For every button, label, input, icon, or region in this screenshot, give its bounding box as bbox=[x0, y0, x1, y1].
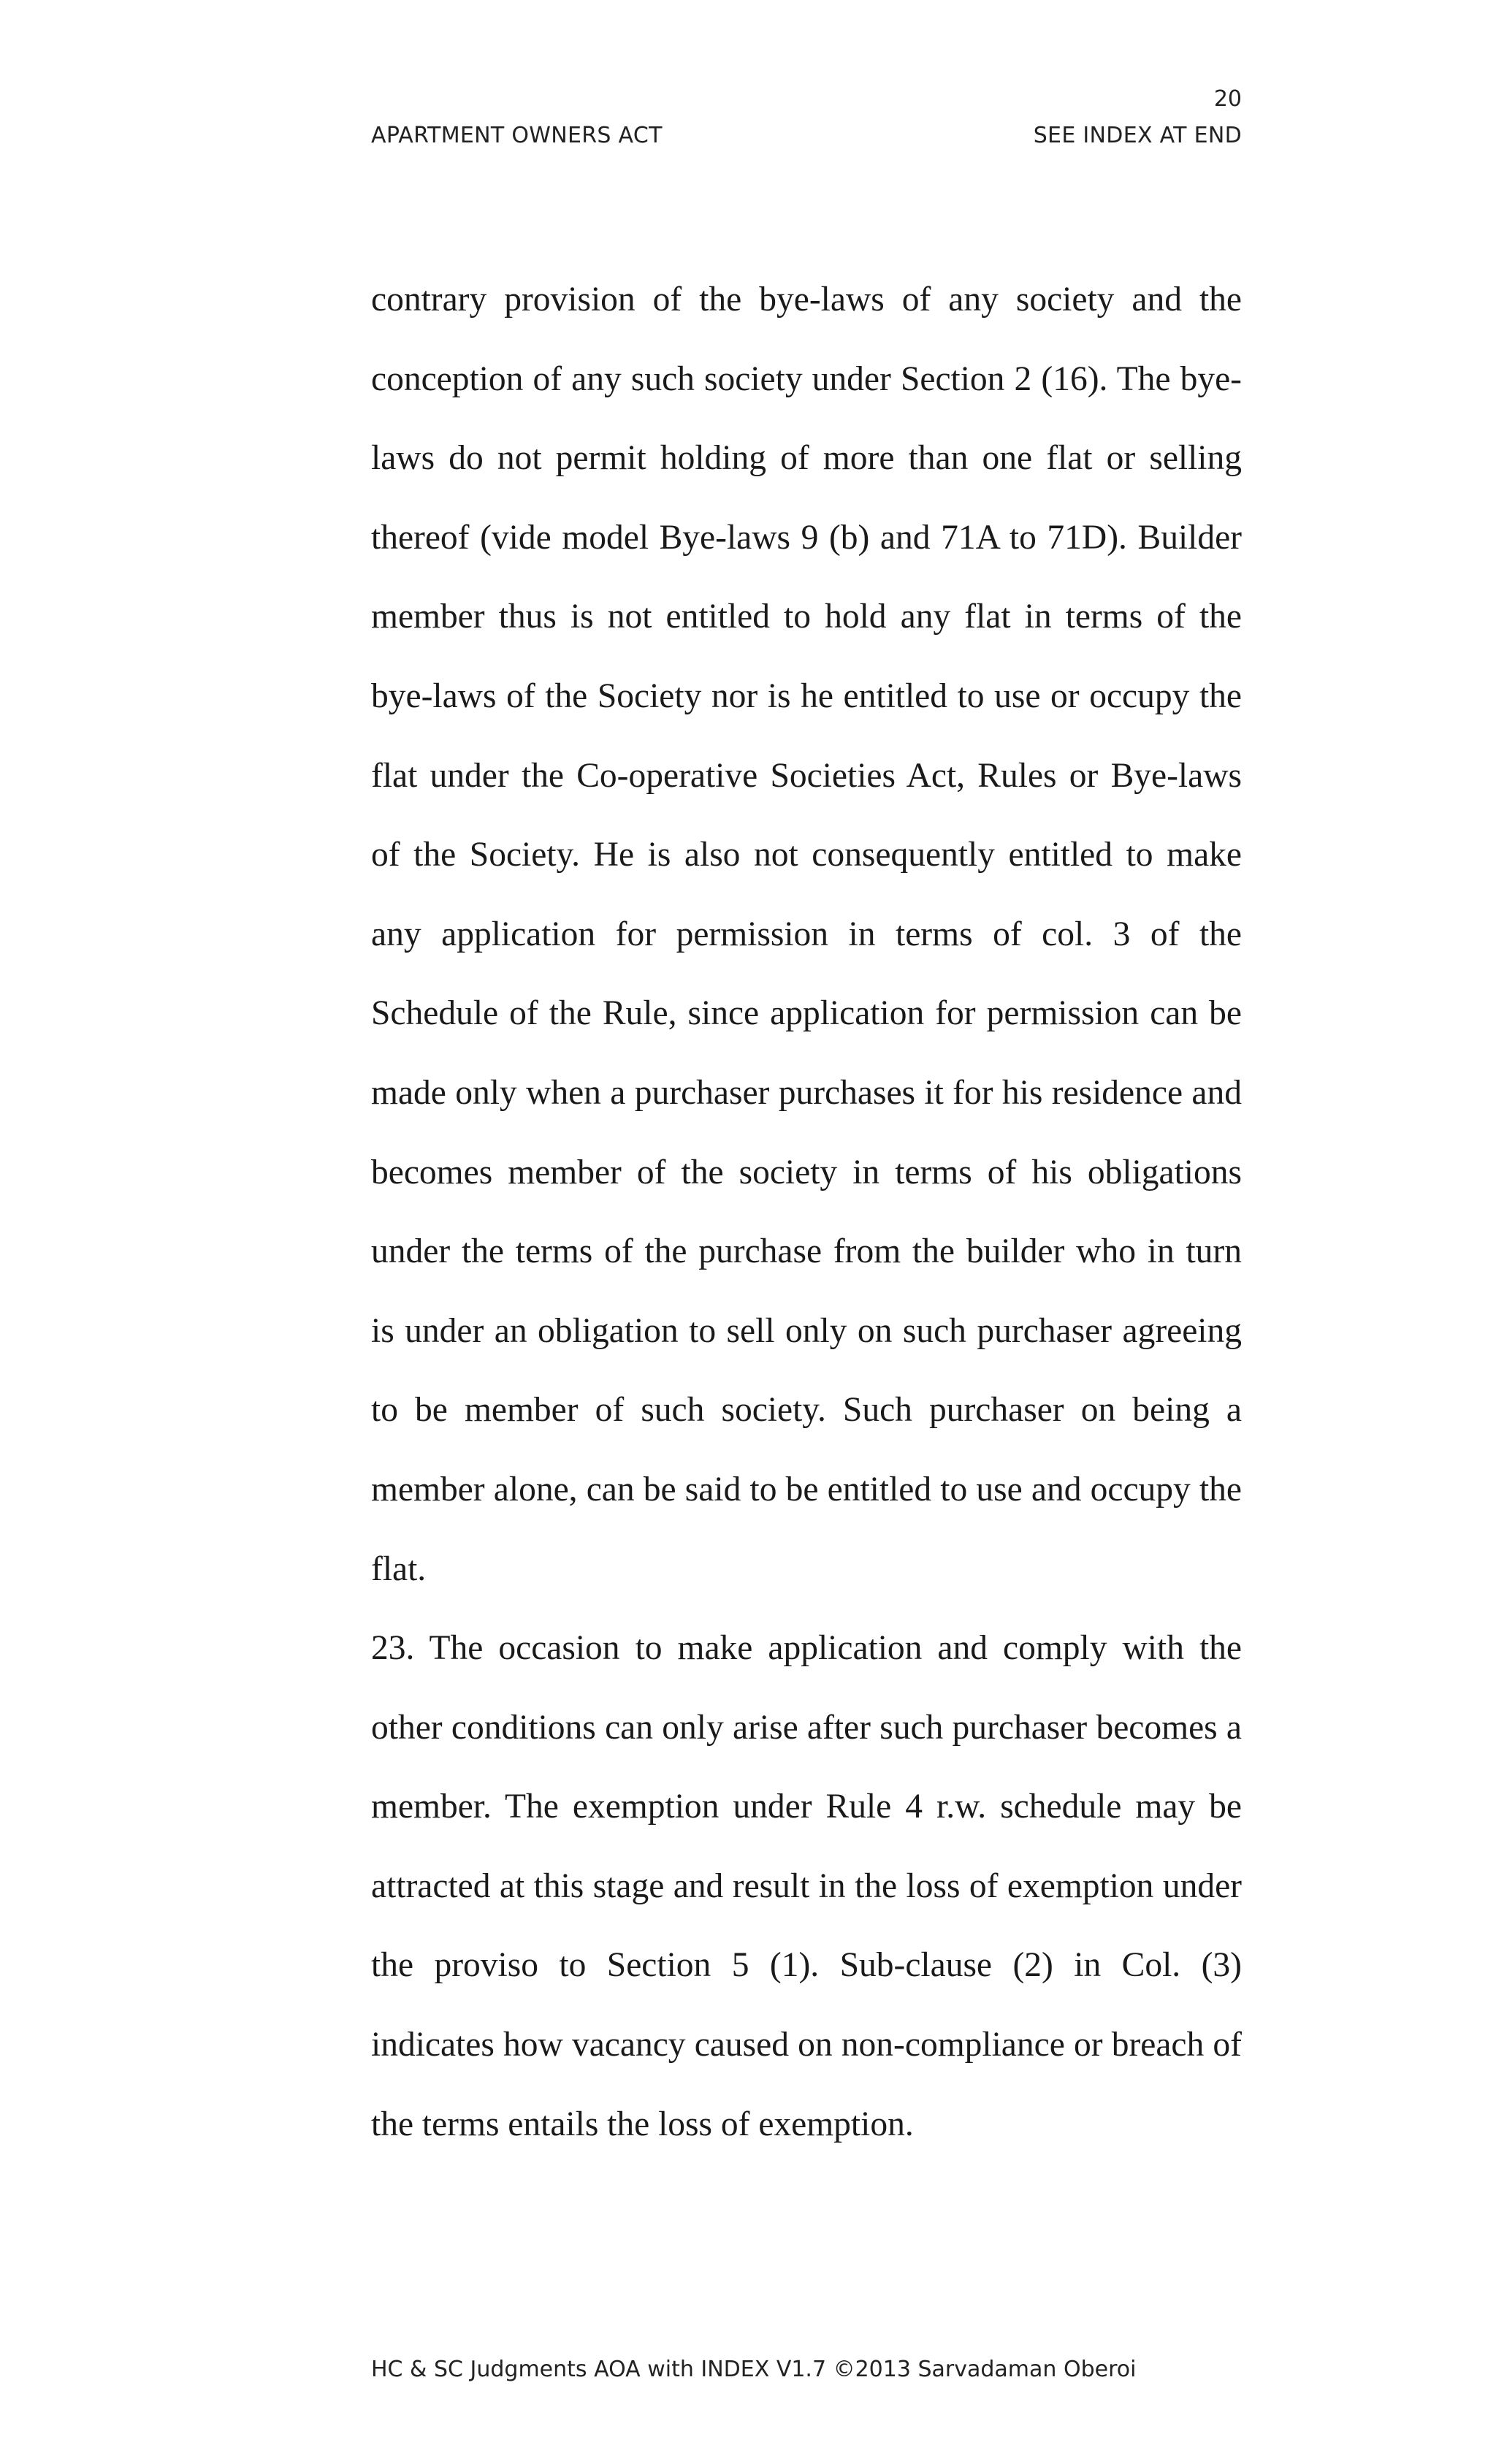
running-header-title: APARTMENT OWNERS ACT bbox=[371, 123, 663, 148]
running-header-index-note: SEE INDEX AT END bbox=[1033, 123, 1242, 148]
page-number: 20 bbox=[1213, 86, 1242, 112]
page-footer: HC & SC Judgments AOA with INDEX V1.7 ©2013 Sarvadaman Oberoi bbox=[371, 2357, 1137, 2382]
body-paragraph-1: contrary provision of the bye-laws of any society and the conception of any such society under Section 2 (16). The bye-laws do not permit holding of more than one flat or selling thereof (vide model Bye-laws 9 (b) and 71A to 71D). Builder member thus is not entitled to hold any flat in terms of the bye-laws of the Society nor is he entitled to use or occupy the flat under the Co-operative Societies Act, Rules or Bye-laws of the Society. He is also not consequently entitled to make any application for permission in terms of col. 3 of the Schedule of the Rule, since application for permission can be made only when a purchaser purchases it for his residence and becomes member of the society in terms of his obligations under the terms of the purchase from the builder who in turn is under an obligation to sell only on such purchaser agreeing to be member of such society. Such purchaser on being a member alone, can be said to be entitled to use and occupy the flat. bbox=[371, 281, 1242, 1588]
body-paragraph-2: 23. The occasion to make application and comply with the other conditions can only arise after such purchaser becomes a member. The exemption under Rule 4 r.w. schedule may be attracted at this stage and result in the loss of exemption under the proviso to Section 5 (1). Sub-clause (2) in Col. (3) indicates how vacancy caused on non-compliance or breach of the terms entails the loss of exemption. bbox=[371, 1629, 1242, 2143]
document-body bbox=[371, 260, 1242, 2164]
